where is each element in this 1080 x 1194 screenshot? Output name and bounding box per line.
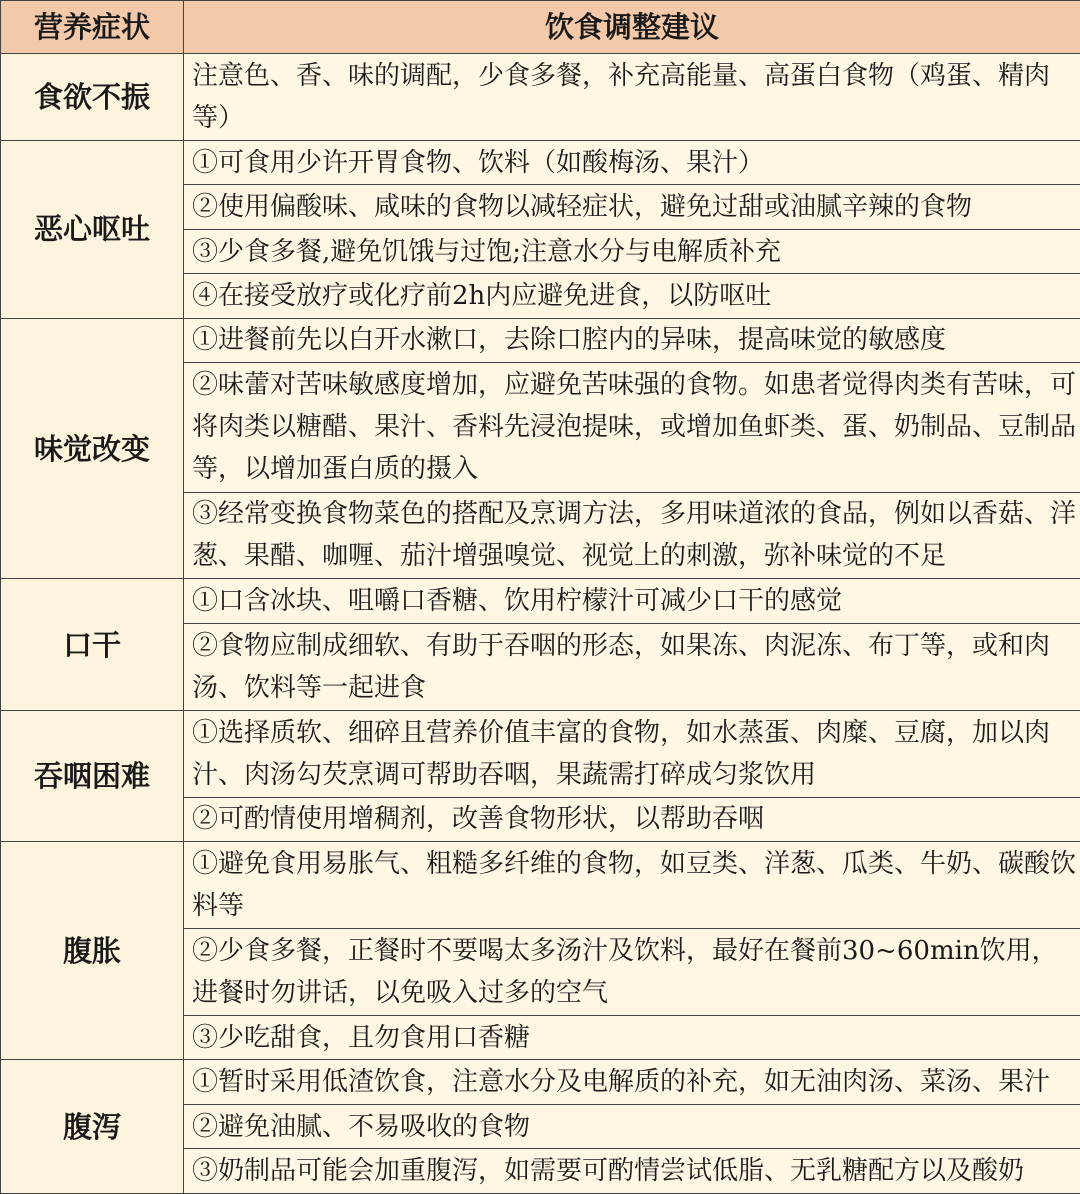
advice-cell: ③少食多餐,避免饥饿与过饱;注意水分与电解质补充 (184, 229, 1080, 273)
table-row (1, 318, 1080, 362)
advice-cell: ②使用偏酸味、咸味的食物以减轻症状，避免过甜或油腻辛辣的食物 (184, 185, 1080, 229)
advice-cell: ③少吃甜食，且勿食用口香糖 (184, 1015, 1080, 1059)
symptom-cell: 味觉改变 (1, 318, 184, 579)
header-symptom: 营养症状 (1, 1, 184, 54)
advice-cell: ①口含冰块、咀嚼口香糖、饮用柠檬汁可减少口干的感觉 (184, 579, 1080, 623)
advice-cell: ①可食用少许开胃食物、饮料（如酸梅汤、果汁） (184, 140, 1080, 184)
symptom-cell: 腹泻 (1, 1060, 184, 1194)
advice-cell: ①避免食用易胀气、粗糙多纤维的食物，如豆类、洋葱、瓜类、牛奶、碳酸饮料等 (184, 842, 1080, 929)
advice-cell: ①选择质软、细碎且营养价值丰富的食物，如水蒸蛋、肉糜、豆腐，加以肉汁、肉汤勾芡烹调可帮助吞咽，果蔬需打碎成匀浆饮用 (184, 710, 1080, 797)
advice-cell: ③奶制品可能会加重腹泻，如需要可酌情尝试低脂、无乳糖配方以及酸奶 (184, 1149, 1080, 1194)
advice-cell: ②味蕾对苦味敏感度增加，应避免苦味强的食物。如患者觉得肉类有苦味，可将肉类以糖醋、果汁、香料先浸泡提味，或增加鱼虾类、蛋、奶制品、豆制品等，以增加蛋白质的摄入 (184, 363, 1080, 492)
table-row (1, 1060, 1080, 1104)
symptom-cell: 恶心呕吐 (1, 140, 184, 318)
symptom-cell: 食欲不振 (1, 54, 184, 141)
advice-cell: ②可酌情使用增稠剂，改善食物形状，以帮助吞咽 (184, 797, 1080, 841)
header-advice: 饮食调整建议 (184, 1, 1080, 54)
advice-cell: ④在接受放疗或化疗前2h内应避免进食，以防呕吐 (184, 274, 1080, 318)
table-row (1, 842, 1080, 929)
advice-cell: ②食物应制成细软、有助于吞咽的形态，如果冻、肉泥冻、布丁等，或和肉汤、饮料等一起进食 (184, 623, 1080, 710)
advice-cell: 注意色、香、味的调配，少食多餐，补充高能量、高蛋白食物（鸡蛋、精肉等） (184, 54, 1080, 141)
advice-cell: ②少食多餐，正餐时不要喝太多汤汁及饮料，最好在餐前30~60min饮用，进餐时勿讲话，以免吸入过多的空气 (184, 929, 1080, 1016)
advice-cell: ①暂时采用低渣饮食，注意水分及电解质的补充，如无油肉汤、菜汤、果汁 (184, 1060, 1080, 1104)
header-row (1, 1, 1080, 54)
symptom-cell: 腹胀 (1, 842, 184, 1060)
advice-cell: ①进餐前先以白开水漱口，去除口腔内的异味，提高味觉的敏感度 (184, 318, 1080, 362)
table-row (1, 140, 1080, 184)
table-row (1, 579, 1080, 623)
table-row (1, 710, 1080, 797)
symptom-cell: 口干 (1, 579, 184, 710)
advice-cell: ③经常变换食物菜色的搭配及烹调方法，多用味道浓的食品，例如以香菇、洋葱、果醋、咖喱、茄汁增强嗅觉、视觉上的刺激，弥补味觉的不足 (184, 492, 1080, 579)
symptom-cell: 吞咽困难 (1, 710, 184, 841)
table-row (1, 54, 1080, 141)
advice-cell: ②避免油腻、不易吸收的食物 (184, 1104, 1080, 1148)
